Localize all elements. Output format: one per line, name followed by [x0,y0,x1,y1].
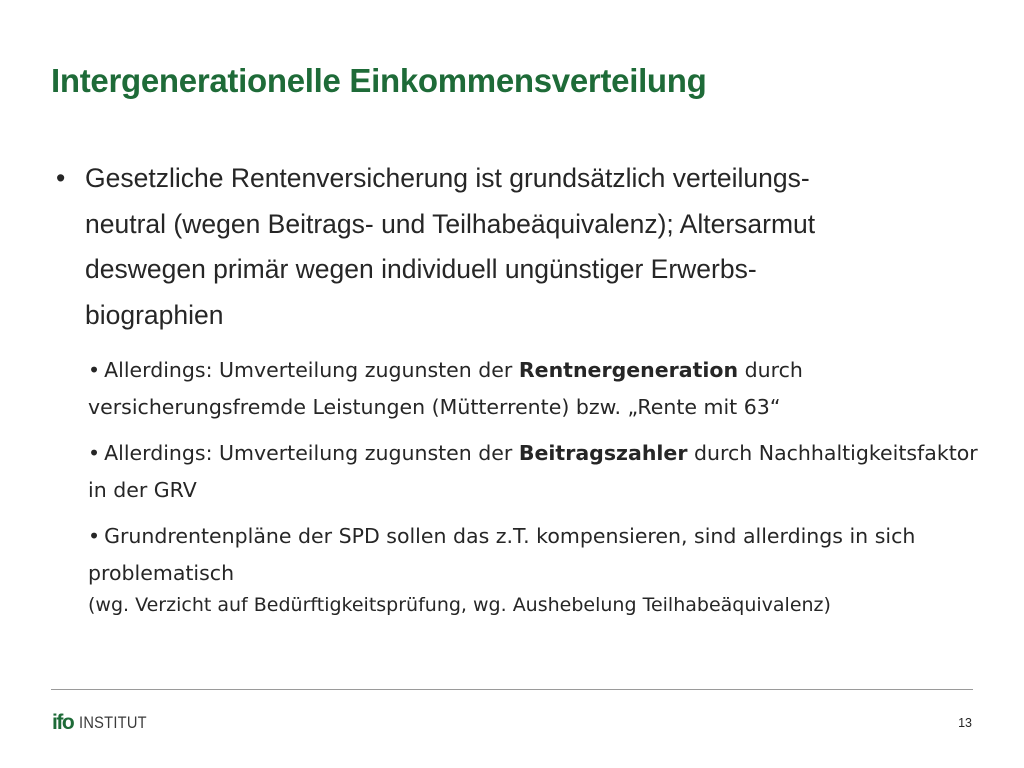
sub-bullet-note: (wg. Verzicht auf Bedürftigkeitsprüfung, wg. Aushebelung Teilhabeäquivalenz) [88,594,831,616]
main-bullet-line: deswegen primär wegen individuell ungünstiger Erwerbs- [85,254,757,284]
main-bullet-line: neutral (wegen Beitrags- und Teilhabeäquivalenz); Altersarmut [85,208,816,239]
sub-bullet-grundrente [88,518,993,621]
sub-bullet-text: Allerdings: Umverteilung zugunsten der [104,358,519,382]
logo-text: INSTITUT [79,712,148,732]
bullet-marker: • [88,441,101,465]
main-bullet-text [85,156,976,338]
footer-divider [51,689,973,690]
slide-title: Intergenerationelle Einkommensverteilung [51,62,707,99]
sub-bullet-text: durch Nachhaltigkeitsfaktor in der GRV [88,441,978,502]
sub-bullet-emphasis: Rentnergeneration [518,358,739,382]
sub-bullet-emphasis: Beitragszahler [518,441,688,465]
main-bullet-line: Gesetzliche Rentenversicherung ist grundsätzlich verteilungs- [85,163,810,193]
ifo-logo [52,710,158,734]
main-bullet-line: biographien [85,299,224,330]
bullet-marker: • [56,163,66,193]
sub-bullet-beitragszahler [88,435,993,509]
sub-bullet-text: Allerdings: Umverteilung zugunsten der [104,441,519,465]
sub-bullet-list [88,352,993,630]
page-number: 13 [958,716,972,730]
bullet-marker: • [88,358,101,382]
bullet-marker: • [88,524,101,548]
main-bullet [56,156,976,338]
logo-mark: ifo [52,710,74,734]
sub-bullet-text: durch versicherungsfremde Leistungen (Mütterrente) bzw. „Rente mit 63“ [88,358,803,419]
sub-bullet-text: Grundrentenpläne der SPD sollen das z.T. kompensieren, sind allerdings in sich problematisch [88,524,916,585]
sub-bullet-rentnergeneration [88,352,993,426]
